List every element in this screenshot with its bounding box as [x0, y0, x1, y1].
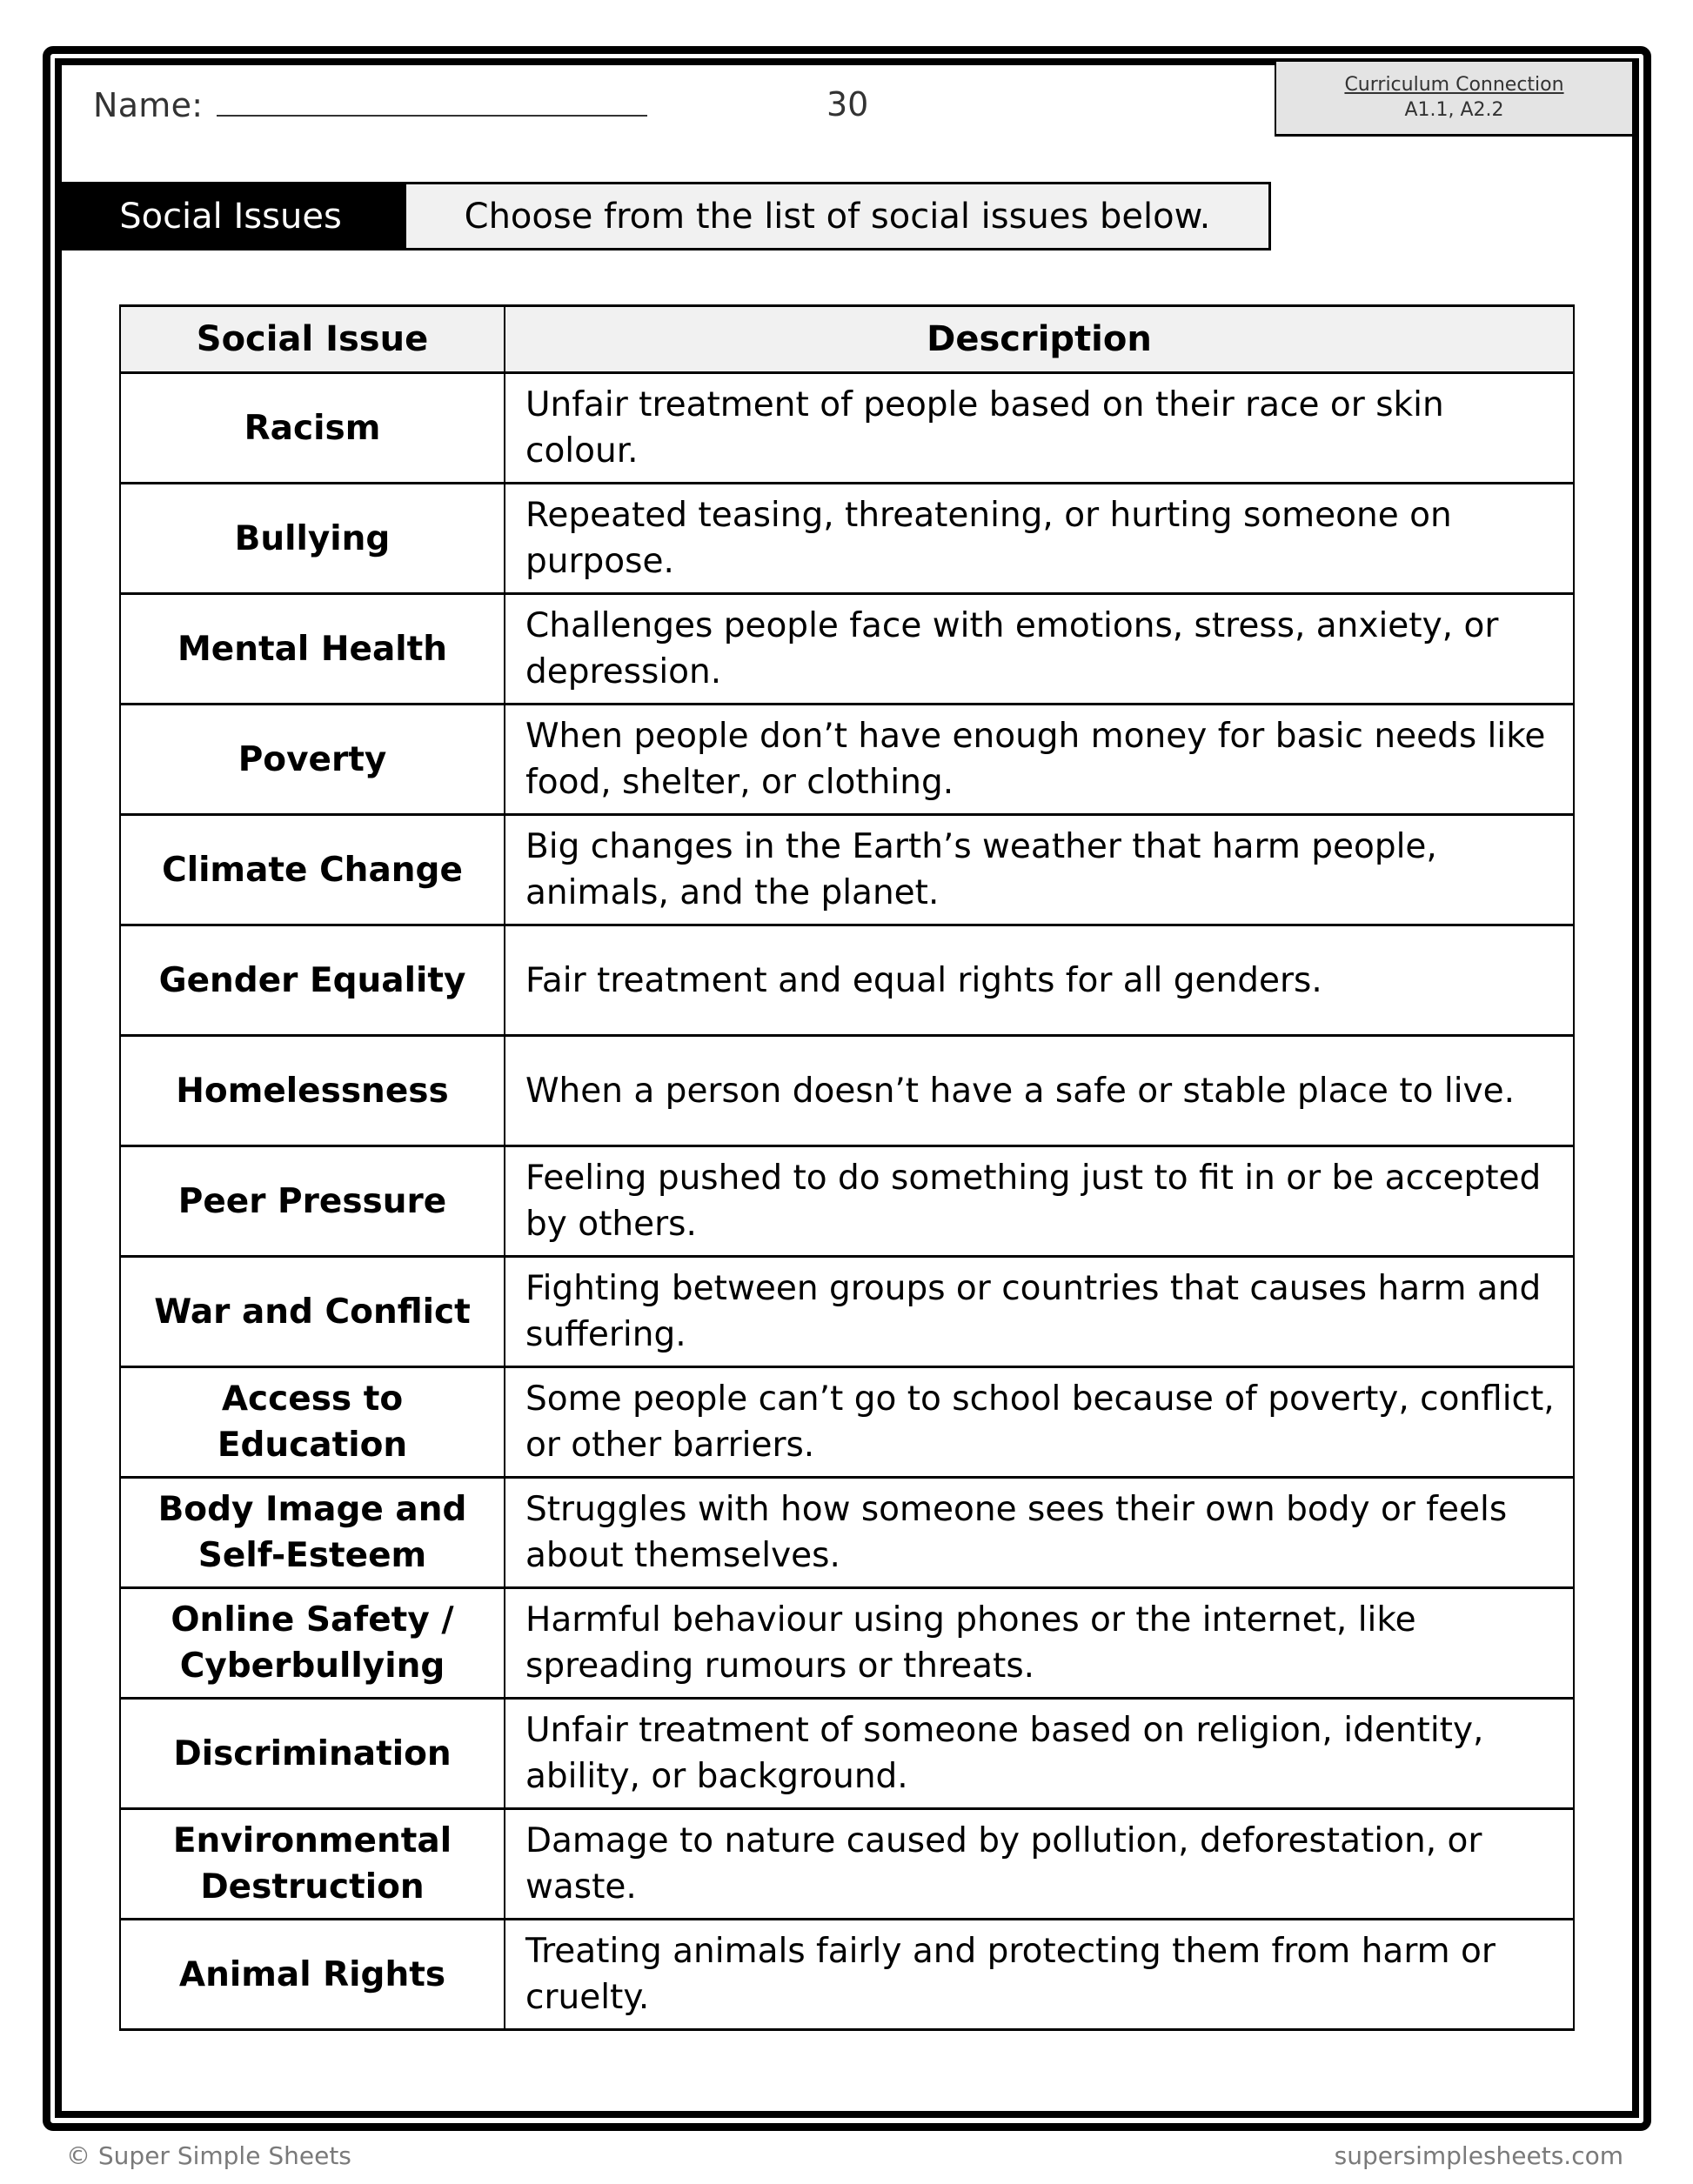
issue-name: Climate Change: [120, 815, 505, 925]
table-row: [120, 1036, 1574, 1146]
issue-description: Harmful behaviour using phones or the internet, like spreading rumours or threats.: [505, 1588, 1574, 1699]
issue-description: When people don’t have enough money for basic needs like food, shelter, or clothing.: [505, 705, 1574, 815]
issue-description: Some people can’t go to school because of poverty, conflict, or other barriers.: [505, 1367, 1574, 1478]
curriculum-codes: A1.1, A2.2: [1404, 99, 1504, 121]
issue-name: Homelessness: [120, 1036, 505, 1146]
issue-description: Damage to nature caused by pollution, deforestation, or waste.: [505, 1809, 1574, 1920]
table-row: [120, 1478, 1574, 1588]
issue-name: Environmental Destruction: [120, 1809, 505, 1920]
social-issues-table: [119, 304, 1575, 2031]
issue-description: Feeling pushed to do something just to fit in or be accepted by others.: [505, 1146, 1574, 1257]
table-row: [120, 815, 1574, 925]
issue-name: Poverty: [120, 705, 505, 815]
table-row: [120, 594, 1574, 705]
instructions-box: Choose from the list of social issues below.: [405, 182, 1271, 250]
table-row: [120, 705, 1574, 815]
page-number: 30: [826, 85, 869, 124]
table-row: [120, 484, 1574, 594]
section-title-tab: Social Issues: [62, 182, 405, 250]
footer-copyright: © Super Simple Sheets: [66, 2141, 351, 2170]
curriculum-connection-title: Curriculum Connection: [1344, 74, 1564, 96]
name-blank-line[interactable]: [217, 85, 647, 117]
table-row: [120, 925, 1574, 1036]
issue-name: Peer Pressure: [120, 1146, 505, 1257]
issue-name: Access to Education: [120, 1367, 505, 1478]
issue-name: Online Safety / Cyberbullying: [120, 1588, 505, 1699]
issue-description: When a person doesn’t have a safe or stable place to live.: [505, 1036, 1574, 1146]
issue-description: Big changes in the Earth’s weather that harm people, animals, and the planet.: [505, 815, 1574, 925]
issue-name: Mental Health: [120, 594, 505, 705]
issue-description: Unfair treatment of people based on their race or skin colour.: [505, 373, 1574, 484]
table-row: [120, 1146, 1574, 1257]
footer-website: supersimplesheets.com: [1334, 2141, 1623, 2170]
table-row: [120, 1257, 1574, 1367]
issue-name: Bullying: [120, 484, 505, 594]
issue-name: Discrimination: [120, 1699, 505, 1809]
issue-description: Fighting between groups or countries that causes harm and suffering.: [505, 1257, 1574, 1367]
issue-description: Unfair treatment of someone based on religion, identity, ability, or background.: [505, 1699, 1574, 1809]
issue-description: Repeated teasing, threatening, or hurting someone on purpose.: [505, 484, 1574, 594]
name-field: [93, 85, 647, 124]
curriculum-connection-box: [1275, 62, 1632, 137]
issue-name: Gender Equality: [120, 925, 505, 1036]
issue-description: Fair treatment and equal rights for all genders.: [505, 925, 1574, 1036]
table-header-row: [120, 306, 1574, 373]
issue-name: Animal Rights: [120, 1920, 505, 2030]
table-row: [120, 1699, 1574, 1809]
issue-name: Racism: [120, 373, 505, 484]
issue-description: Challenges people face with emotions, stress, anxiety, or depression.: [505, 594, 1574, 705]
table-row: [120, 1588, 1574, 1699]
table-row: [120, 1920, 1574, 2030]
column-header-description: Description: [505, 306, 1574, 373]
table-row: [120, 1367, 1574, 1478]
issue-description: Treating animals fairly and protecting them from harm or cruelty.: [505, 1920, 1574, 2030]
table-row: [120, 1809, 1574, 1920]
table-row: [120, 373, 1574, 484]
column-header-social-issue: Social Issue: [120, 306, 505, 373]
issue-name: War and Conflict: [120, 1257, 505, 1367]
issue-name: Body Image and Self-Esteem: [120, 1478, 505, 1588]
name-label: Name:: [93, 86, 204, 124]
issue-description: Struggles with how someone sees their own body or feels about themselves.: [505, 1478, 1574, 1588]
